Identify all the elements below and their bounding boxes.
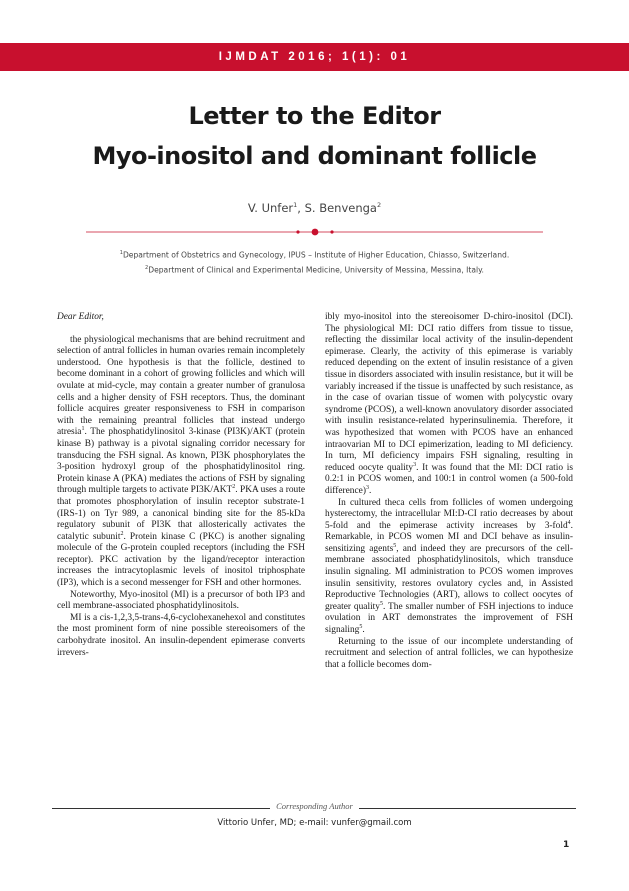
letter-greeting: Dear Editor, [57,312,104,322]
paragraph-text: . [362,625,365,636]
journal-header-bar [0,43,629,71]
paragraph-text: . The phosphatidylinositol 3-kinase (PI3K)/AKT (protein kinase B) pathway is a pivotal signaling corridor necessary for transducing the FSH signal. As known, PI3K phosphorylates the 3-position hydroxyl group of the phosphatidylinositol ring. Protein kinase A (PKA) mediates the actions of FSH by signaling through multiple targets to activate PI3K/AKT [57,427,305,496]
corresponding-author-info: Vittorio Unfer, MD; e-mail: vunfer@gmail.com [217,818,412,828]
paragraph-text: . It was found that the MI: DCI ratio is 0.2:1 in PCOS women, and 100:1 in control women (a 500-fold difference) [325,462,573,496]
paragraph-text: . Protein kinase C (PKC) is another signaling molecule of the G-protein coupled receptors (including the FSH receptor). PKC activation by the ligand/receptor interaction increases the intracytoplasmic levels of inositol triphosphate (IP3), which is a second messenger for FSH and other hormones. [57,531,305,589]
reference-marker: 2 [120,530,124,537]
paragraph-text: Noteworthy, Myo-inositol (MI) is a precursor of both IP3 and cell membrane-associated phosphatidylinositols. [57,589,305,612]
article-type-title: Letter to the Editor [188,102,441,130]
author-separator: , [297,201,305,215]
reference-marker: 5 [359,623,363,630]
paragraph-text: MI is a cis-1,2,3,5-trans-4,6-cyclohexanehexol and constitutes the most prominent form of nine possible stereoisomers of the carbohydrate inositol. An insulin-dependent epimerase converts irrevers- [57,612,305,658]
paragraph-text: . PKA uses a route that promotes phosphorylation of insulin receptor substrate-1 (IRS-1) on Tyr 989, a canonical binding site for the 85-kDa regulatory subunit of PI3K that allosterically activates the catalytic subunit [57,485,305,542]
affiliation-marker: 1 [119,250,123,256]
affiliation [0,250,629,260]
reference-marker: 4 [567,519,571,526]
paragraph-text: . The smaller number of FSH injections to induce ovulation in ART demonstrates the improvement of FSH signaling [325,601,573,636]
ornament-divider [86,224,543,240]
reference-marker: 5 [393,542,397,549]
body-column-left [57,312,305,659]
body-paragraph [325,637,573,672]
paragraph-text: Returning to the issue of our incomplete understanding of recruitment and selection of antral follicles, we can hypothesize that a follicle becomes dom- [325,636,573,670]
affiliation-text: Department of Clinical and Experimental Medicine, University of Messina, Messina, Italy. [148,265,484,275]
reference-marker: 1 [81,426,85,433]
affiliation-marker: 2 [145,265,149,271]
divider-dot-small [296,230,299,233]
page-number: 1 [563,840,570,850]
paragraph-text: ibly myo-inositol into the stereoisomer D-chiro-inositol (DCI). The physiological MI: DCI ratio differs from tissue to tissue, reflecting the dissimilar local activity of the insulin-dependent epimerase. Clearly, the activity of this epimerase is variably reduced depending on the extent of insulin resistance of a given tissue in disorders associated with insulin resistance, but it will be variably increased if the tissue is unaffected by such resistance, as in the case of ovarian tissue of women with polycystic ovary syndrome (PCOS), a well-known anovulatory disorder associated with insulin resistance-related hyperinsulinemia. Therefore, it was hypothesized that women with PCOS have an enhanced intraovarian MI to DCI epimerization, leading to MI deficiency. In turn, MI deficiency impairs FSH signaling, resulting in reduced oocyte quality [325,312,573,473]
divider-dot-large [312,229,319,236]
author-name: V. Unfer [247,201,294,215]
author-affiliation-marker: 1 [293,201,298,210]
reference-marker: 5 [379,600,383,607]
divider-dot-small [330,230,333,233]
author-affiliation-marker: 2 [376,201,382,210]
body-paragraph [325,498,573,637]
reference-marker: 3 [413,461,417,468]
corresponding-author-label-text: Corresponding Author [270,801,359,811]
affiliation [0,265,629,275]
paragraph-text: . Remarkable, in PCOS women MI and DCI behave as insulin-sensitizing agents [325,520,573,554]
author-name: S. Benvenga [304,201,377,215]
paragraph-text: . [368,485,372,496]
body-column-right [325,312,573,671]
journal-citation: IJMDAT 2016; 1(1): 01 [218,51,411,63]
paragraph-text: In cultured theca cells from follicles of women undergoing hysterectomy, the intracellular MI:D-CI ratio decreases by about 5-fold and the epimerase activity increases by 3-fold [325,497,573,531]
corresponding-author-label [0,801,629,811]
reference-marker: 3 [365,484,369,491]
body-paragraph [57,613,305,659]
reference-marker: 2 [232,484,236,491]
article-title: Myo-inositol and dominant follicle [92,142,537,170]
affiliation-text: Department of Obstetrics and Gynecology, IPUS – Institute of Higher Education, Chiasso, Switzerland. [122,250,510,260]
body-paragraph [57,335,305,590]
body-paragraph [57,590,305,613]
body-paragraph [325,312,573,498]
author-list [0,201,629,215]
paragraph-text: the physiological mechanisms that are behind recruitment and selection of antral follicles in human ovaries remain incompletely understood. One hypothesis is that the follicle, destined to become dominant in a cohort of growing follicles and which will ovulate at mid-cycle, may contain a greater number of granulosa cells and a higher density of FSH receptors. Thus, the dominant follicle acquires greater responsiveness to FSH in comparison with the remaining preantral follicles that instead undergo atresia [57,334,305,438]
paragraph-text: , and indeed they are precursors of the cell-membrane associated phosphatidylinositols, which transduce insulin signaling. MI administration to PCOS women improves insulin sensitivity, restores ovulatory cycles and, in Assisted Reproductive Technologies (ART), allows to collect oocytes of greater quality [325,543,573,612]
